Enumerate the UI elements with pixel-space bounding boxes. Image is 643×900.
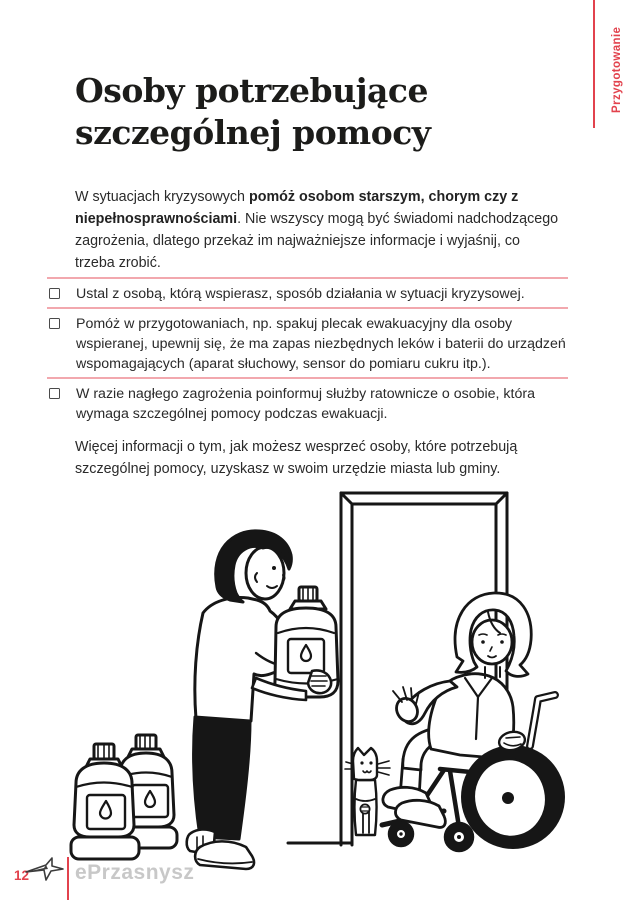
checklist-item-text: W razie nagłego zagrożenia poinformuj służby ratownicze o osobie, która wymaga szczególnej pomocy podczas ewakuacji. xyxy=(76,386,535,422)
logo-text: ePrzasnysz xyxy=(75,861,195,884)
man-shoe-front xyxy=(195,841,254,869)
page-number: 12 xyxy=(14,868,30,883)
page-title-line1: Osoby potrzebujące xyxy=(75,71,429,110)
intro-text: W sytuacjach kryzysowych xyxy=(75,189,249,205)
checklist-item-1 xyxy=(47,277,568,307)
checklist-item-3 xyxy=(47,377,568,427)
checkbox-icon xyxy=(49,288,60,299)
page-title xyxy=(75,70,575,154)
stacked-water-jugs-graphic xyxy=(71,735,177,859)
intro-paragraph xyxy=(75,186,563,274)
page-title-line2: szczególnej pomocy xyxy=(75,113,431,152)
section-label-vertical: Przygotowanie xyxy=(611,26,623,114)
checkbox-icon xyxy=(49,318,60,329)
man-face xyxy=(246,547,284,599)
man-pants xyxy=(194,717,250,839)
preparation-checklist xyxy=(47,277,568,427)
footer-divider-line xyxy=(67,857,69,900)
checkbox-icon xyxy=(49,388,60,399)
wheelchair-handle-graphic xyxy=(530,695,555,746)
side-accent-line xyxy=(593,0,595,128)
intro-bold-text: pomóż osobom starszym, chorym czy z niepełnosprawnościami xyxy=(75,189,519,227)
checklist-item-text: Pomóż w przygotowaniach, np. spakuj plecak ewakuacyjny dla osoby wspieranej, upewnij się, że ma zapas niezbędnych leków i baterii do urządzeń wspomagających (aparat słuchowy, sensor do pomiaru cukru itp.). xyxy=(76,316,566,372)
intro-text-after: . Nie wszyscy mogą być świadomi nadchodzącego zagrożenia, dlatego przekaż im najważniejsze informacje i wyjaśnij, co trzeba zrobić. xyxy=(75,211,559,271)
checklist-item-text: Ustal z osobą, którą wspierasz, sposób działania w sytuacji kryzysowej. xyxy=(76,286,525,302)
logo-star-icon xyxy=(24,856,66,882)
wheelchair-wheel-graphic xyxy=(461,745,565,849)
man-graphic xyxy=(187,531,338,869)
more-info-paragraph: Więcej informacji o tym, jak możesz wesprzeć osoby, które potrzebują szczególnej pomocy, uzyskasz w swoim urzędzie miasta lub gminy. xyxy=(75,439,518,477)
man-hand xyxy=(308,670,331,693)
illustration-helping-scene xyxy=(60,485,580,875)
checklist-item-2 xyxy=(47,307,568,377)
